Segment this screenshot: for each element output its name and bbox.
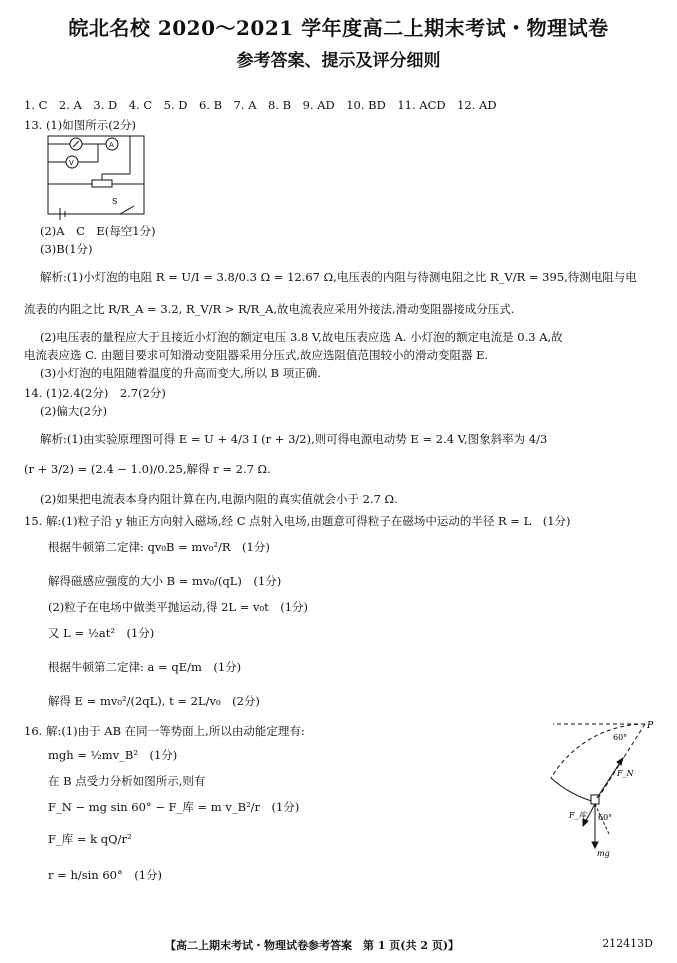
label-angle-top: 60° [613,733,628,742]
q13-line-2: (2)A C E(每空1分) [40,224,156,238]
svg-text:A: A [109,141,114,149]
q15-line-5: 又 L = ½at² (1分) [48,626,155,640]
q16-line-2: mgh = ½mv_B² (1分) [48,748,178,762]
q15-line-3: 解得磁感应强度的大小 B = mv₀/(qL) (1分) [48,574,282,588]
q13-line-6: (2)电压表的量程应大于且接近小灯泡的额定电压 3.8 V,故电压表应选 A. 小灯泡的额定电流是 0.3 A,故 [40,330,563,344]
q16-line-4: F_N − mg sin 60° − F_库 = m v_B²/r (1分) [48,800,300,814]
answer-key-subtitle: 参考答案、提示及评分细则 [236,51,441,71]
choice-answers: 1. C 2. A 3. D 4. C 5. D 6. B 7. A 8. B 9. AD 10. BD 11. ACD 12. AD [24,98,497,112]
q16-line-5: F_库 = k qQ/r² [48,832,132,846]
force-diagram [525,718,660,858]
q15-line-1: 15. 解:(1)粒子沿 y 轴正方向射入磁场,经 C 点射入电场,由题意可得粒子在磁场中运动的半径 R = L (1分) [24,514,571,528]
q15-line-7: 解得 E = mv₀²/(2qL), t = 2L/v₀ (2分) [48,694,260,708]
paper-code: 212413D [602,937,653,950]
label-mg: mg [597,849,610,858]
switch-label: S [112,197,118,206]
label-p: P [647,721,654,731]
q14-line-2: (2)偏大(2分) [40,404,108,418]
q13-line-7: 电流表应选 C. 由题目要求可知滑动变阻器采用分压式,故应选阻值范围较小的滑动变阻器 E. [24,348,489,362]
q13-line-1: 13. (1)如图所示(2分) [24,118,137,132]
q13-line-4: 解析:(1)小灯泡的电阻 R = U/I = 3.8/0.3 Ω = 12.67 Ω,电压表的内阻与待测电阻之比 R_V/R = 395,待测电阻与电 [40,270,637,284]
exam-title: 皖北名校 2020～2021 学年度高二上期末考试・物理试卷 [68,16,609,40]
q14-line-4: (r + 3/2) = (2.4 − 1.0)/0.25,解得 r = 2.7 Ω. [24,462,271,476]
q15-line-6: 根据牛顿第二定律: a = qE/m (1分) [48,660,242,674]
q15-line-4: (2)粒子在电场中做类平抛运动,得 2L = v₀t (1分) [48,600,309,614]
page-footer: 【高二上期末考试・物理试卷参考答案 第 1 页(共 2 页)】 [165,939,460,952]
label-angle-bottom: 60° [598,813,613,822]
q16-line-3: 在 B 点受力分析如图所示,则有 [48,774,206,788]
q13-line-8: (3)小灯泡的电阻随着温度的升高而变大,所以 B 项正确. [40,366,321,380]
q13-line-5: 流表的内阻之比 R/R_A = 3.2, R_V/R > R/R_A,故电流表应采用外接法,滑动变阻器接成分压式. [24,302,515,316]
circuit-diagram [40,134,150,220]
label-coulomb-force: F_库 [569,811,587,820]
q16-line-6: r = h/sin 60° (1分) [48,868,163,882]
label-fn: F_N [617,769,634,778]
q14-line-3: 解析:(1)由实验原理图可得 E = U + 4/3 I (r + 3/2),则可得电源电动势 E = 2.4 V,图象斜率为 4/3 [40,432,548,446]
q15-line-2: 根据牛顿第二定律: qv₀B = mv₀²/R (1分) [48,540,270,554]
q14-line-5: (2)如果把电流表本身内阻计算在内,电源内阻的真实值就会小于 2.7 Ω. [40,492,398,506]
q14-line-1: 14. (1)2.4(2分) 2.7(2分) [24,386,166,400]
svg-text:V: V [69,159,74,167]
q16-line-1: 16. 解:(1)由于 AB 在同一等势面上,所以由动能定理有: [24,724,305,738]
q13-line-3: (3)B(1分) [40,242,93,256]
